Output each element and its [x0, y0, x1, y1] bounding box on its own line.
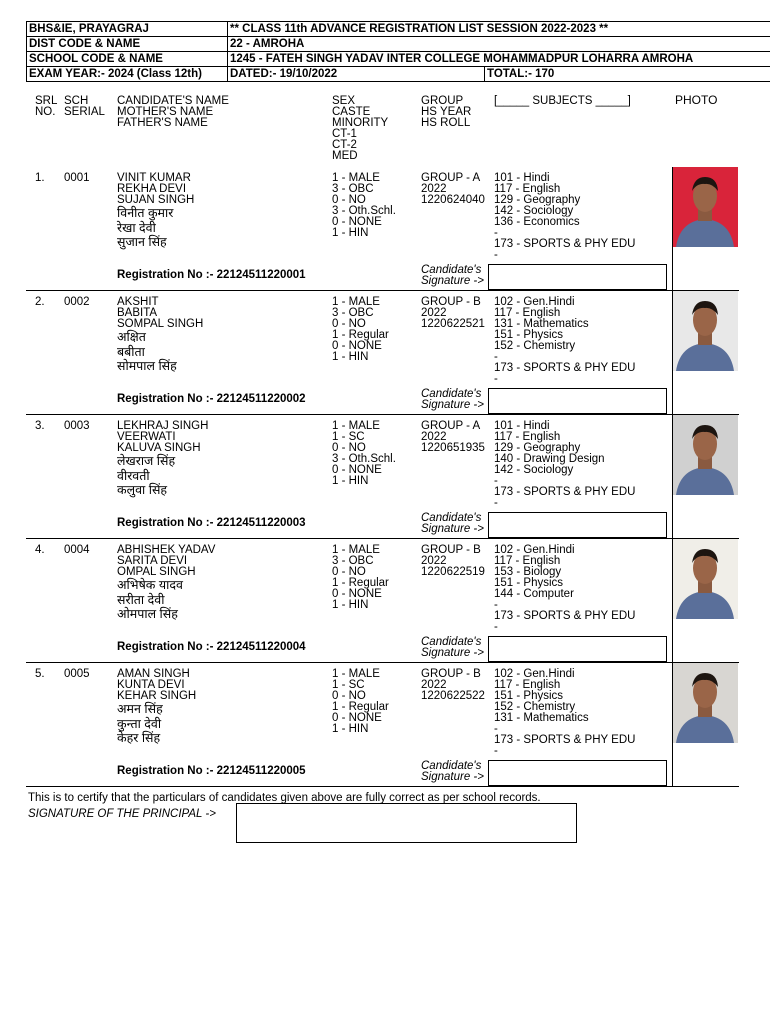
subject-item: 152 - Chemistry [494, 340, 576, 352]
candidate-name: VINIT KUMAR [117, 172, 191, 184]
hs-roll: 1220622519 [421, 566, 485, 578]
record-divider [26, 662, 739, 663]
father-name-hindi: ओमपाल सिंह [117, 607, 178, 621]
candidate-signature-label-line1: Candidate's [421, 636, 482, 648]
candidate-signature-label [421, 265, 484, 287]
mother-name-hindi: कुन्ता देवी [117, 716, 162, 731]
caste: 3 - OBC [332, 307, 374, 319]
registration-no: Registration No :- 22124511220005 [117, 765, 306, 777]
candidate-signature-box[interactable] [488, 388, 667, 414]
srl-no: 5. [35, 668, 45, 680]
category-block [332, 669, 389, 735]
hs-roll: 1220651935 [421, 442, 485, 454]
candidate-signature-box[interactable] [488, 264, 667, 290]
candidate-signature-label [421, 513, 484, 535]
school-value: 1245 - FATEH SINGH YADAV INTER COLLEGE MOHAMMADPUR LOHARRA AMROHA [228, 52, 770, 67]
candidate-photo [672, 167, 738, 247]
mother-name-hindi: रेखा देवी [117, 220, 156, 235]
minority: 0 - NO [332, 318, 366, 330]
subject-item: 129 - Geography [494, 194, 581, 206]
names-block [117, 545, 215, 622]
medium: 1 - HIN [332, 599, 369, 611]
mother-name: BABITA [117, 307, 158, 319]
ct-2: 0 - NONE [332, 216, 382, 228]
school-label: SCHOOL CODE & NAME [27, 52, 228, 67]
minority: 0 - NO [332, 566, 366, 578]
col-sch-serial: SCH SERIAL [64, 95, 105, 118]
candidate-name-hindi: लेखराज सिंह [117, 454, 176, 468]
candidate-signature-label-line1: Candidate's [421, 264, 482, 276]
category-block [332, 545, 389, 611]
col-srl: SRL NO. [35, 95, 58, 118]
sch-serial: 0004 [64, 544, 90, 556]
candidate-photo [672, 415, 738, 495]
names-block [117, 421, 208, 498]
group: GROUP - A [421, 420, 481, 432]
mother-name: KUNTA DEVI [117, 679, 185, 691]
candidate-signature-box[interactable] [488, 512, 667, 538]
subject-item: 117 - English [494, 679, 561, 691]
hs-roll: 1220622521 [421, 318, 485, 330]
category-block [332, 297, 389, 363]
subject-item: 102 - Gen.Hindi [494, 668, 575, 680]
mother-name: SARITA DEVI [117, 555, 188, 567]
subject-item: 173 - SPORTS & PHY EDU [494, 734, 636, 746]
sch-serial: 0001 [64, 172, 90, 184]
subject-item: 101 - Hindi [494, 172, 550, 184]
registration-no: Registration No :- 22124511220001 [117, 269, 306, 281]
subjects-list [494, 669, 635, 757]
father-name: OMPAL SINGH [117, 566, 196, 578]
subject-item: 117 - English [494, 183, 561, 195]
person-photo-icon [672, 291, 738, 371]
medium: 1 - HIN [332, 227, 369, 239]
ct-1: 1 - Regular [332, 701, 389, 713]
subject-item: 101 - Hindi [494, 420, 550, 432]
group: GROUP - A [421, 172, 481, 184]
subject-item: 140 - Drawing Design [494, 453, 605, 465]
hs-year: 2022 [421, 431, 447, 443]
subject-item: 131 - Mathematics [494, 712, 589, 724]
candidate-record [0, 297, 770, 421]
dated: DATED:- 19/10/2022 [228, 67, 485, 82]
col-photo: PHOTO [675, 93, 718, 107]
candidate-record [0, 669, 770, 793]
caste: 3 - OBC [332, 555, 374, 567]
candidate-name: AMAN SINGH [117, 668, 190, 680]
mother-name: VEERWATI [117, 431, 176, 443]
subject-item: 151 - Physics [494, 329, 564, 341]
subject-item: - [494, 497, 498, 509]
candidate-signature-label-line1: Candidate's [421, 760, 482, 772]
dist-label: DIST CODE & NAME [27, 37, 228, 52]
mother-name-hindi: बबीता [117, 344, 145, 359]
dist-value: 22 - AMROHA [228, 37, 770, 52]
registration-no: Registration No :- 22124511220003 [117, 517, 306, 529]
record-divider [26, 414, 739, 415]
certification-text: This is to certify that the particulars of candidates given above are fully correct as per school records. [28, 792, 541, 804]
person-photo-icon [672, 167, 738, 247]
ct-2: 0 - NONE [332, 588, 382, 600]
group-block [421, 669, 485, 702]
candidate-signature-label [421, 761, 484, 783]
hs-roll: 1220622522 [421, 690, 485, 702]
candidate-signature-label [421, 389, 484, 411]
group: GROUP - B [421, 668, 481, 680]
mother-name-hindi: सरीता देवी [117, 592, 165, 607]
srl-no: 2. [35, 296, 45, 308]
candidate-name-hindi: अमन सिंह [117, 702, 163, 716]
ct-1: 3 - Oth.Schl. [332, 453, 396, 465]
medium: 1 - HIN [332, 723, 369, 735]
subject-item: 144 - Computer [494, 588, 574, 600]
medium: 1 - HIN [332, 475, 369, 487]
subject-item: 131 - Mathematics [494, 318, 589, 330]
father-name-hindi: कलुवा सिंह [117, 483, 168, 497]
record-divider [26, 290, 739, 291]
person-photo-icon [672, 415, 738, 495]
subject-item: 151 - Physics [494, 690, 564, 702]
subject-item: 151 - Physics [494, 577, 564, 589]
photo-column-border [672, 291, 673, 414]
exam-year: EXAM YEAR:- 2024 (Class 12th) [27, 67, 228, 82]
col-group: GROUP HS YEAR HS ROLL [421, 95, 472, 129]
ct-2: 0 - NONE [332, 464, 382, 476]
mother-name: REKHA DEVI [117, 183, 187, 195]
ct-2: 0 - NONE [332, 340, 382, 352]
total-count: TOTAL:- 170 [485, 67, 770, 82]
col-sex: SEX CASTE MINORITY CT-1 CT-2 MED [332, 95, 389, 162]
subject-item: - [494, 227, 498, 239]
subject-item: 117 - English [494, 431, 561, 443]
subject-item: - [494, 351, 498, 363]
candidate-record [0, 173, 770, 297]
registration-no: Registration No :- 22124511220002 [117, 393, 306, 405]
minority: 0 - NO [332, 442, 366, 454]
father-name: SOMPAL SINGH [117, 318, 204, 330]
record-divider [26, 786, 739, 787]
father-name: KEHAR SINGH [117, 690, 197, 702]
subject-item: 129 - Geography [494, 442, 581, 454]
sch-serial: 0002 [64, 296, 90, 308]
candidate-signature-label-line2: Signature -> [421, 523, 484, 535]
category-block [332, 173, 396, 239]
group-block [421, 173, 485, 206]
father-name-hindi: सोमपाल सिंह [117, 359, 177, 373]
subject-item: - [494, 745, 498, 757]
header-table [26, 21, 770, 82]
candidate-name-hindi: विनीत कुमार [117, 206, 174, 220]
sch-serial: 0003 [64, 420, 90, 432]
father-name: KALUVA SINGH [117, 442, 201, 454]
subjects-list [494, 421, 635, 509]
person-photo-icon [672, 663, 738, 743]
subject-item: 142 - Sociology [494, 205, 574, 217]
sex: 1 - MALE [332, 544, 380, 556]
subjects-list [494, 545, 635, 633]
hs-year: 2022 [421, 555, 447, 567]
group: GROUP - B [421, 296, 481, 308]
candidate-name: AKSHIT [117, 296, 159, 308]
srl-no: 4. [35, 544, 45, 556]
subject-item: 136 - Economics [494, 216, 580, 228]
candidate-name-hindi: अक्षित [117, 330, 146, 344]
subject-item: 152 - Chemistry [494, 701, 576, 713]
photo-column-border [672, 663, 673, 786]
names-block [117, 669, 196, 746]
ct-2: 0 - NONE [332, 712, 382, 724]
subject-item: - [494, 621, 498, 633]
subject-item: - [494, 249, 498, 261]
candidate-signature-label-line2: Signature -> [421, 399, 484, 411]
minority: 0 - NO [332, 194, 366, 206]
sex: 1 - MALE [332, 296, 380, 308]
subject-item: 142 - Sociology [494, 464, 574, 476]
srl-no: 3. [35, 420, 45, 432]
photo-column-border [672, 167, 673, 290]
group-block [421, 545, 485, 578]
sex: 1 - MALE [332, 668, 380, 680]
srl-no: 1. [35, 172, 45, 184]
sex: 1 - MALE [332, 172, 380, 184]
candidate-photo [672, 291, 738, 371]
candidate-signature-label-line2: Signature -> [421, 275, 484, 287]
subject-item: - [494, 373, 498, 385]
subject-item: 173 - SPORTS & PHY EDU [494, 610, 636, 622]
record-divider [26, 538, 739, 539]
father-name: SUJAN SINGH [117, 194, 195, 206]
category-block [332, 421, 396, 487]
sex: 1 - MALE [332, 420, 380, 432]
group-block [421, 421, 485, 454]
candidate-signature-box[interactable] [488, 760, 667, 786]
candidate-signature-label [421, 637, 484, 659]
candidate-name-hindi: अभिषेक यादव [117, 578, 183, 592]
subject-item: - [494, 475, 498, 487]
subject-item: 117 - English [494, 307, 561, 319]
subject-item: 173 - SPORTS & PHY EDU [494, 486, 636, 498]
names-block [117, 297, 203, 374]
subjects-list [494, 297, 635, 385]
photo-column-border [672, 415, 673, 538]
ct-1: 1 - Regular [332, 577, 389, 589]
candidate-record [0, 421, 770, 545]
principal-signature-box[interactable] [236, 803, 577, 843]
col-names: CANDIDATE'S NAME MOTHER'S NAME FATHER'S NAME [117, 95, 229, 129]
principal-signature-label: SIGNATURE OF THE PRINCIPAL -> [28, 808, 216, 820]
photo-column-border [672, 539, 673, 662]
hs-year: 2022 [421, 307, 447, 319]
candidate-photo [672, 663, 738, 743]
candidate-signature-box[interactable] [488, 636, 667, 662]
person-photo-icon [672, 539, 738, 619]
subject-item: 102 - Gen.Hindi [494, 296, 575, 308]
subject-item: 153 - Biology [494, 566, 562, 578]
candidate-signature-label-line1: Candidate's [421, 512, 482, 524]
registration-no: Registration No :- 22124511220004 [117, 641, 306, 653]
list-title: ** CLASS 11th ADVANCE REGISTRATION LIST SESSION 2022-2023 ** [228, 22, 770, 37]
subject-item: - [494, 723, 498, 735]
ct-1: 3 - Oth.Schl. [332, 205, 396, 217]
father-name-hindi: सुजान सिंह [117, 235, 167, 249]
candidate-signature-label-line2: Signature -> [421, 771, 484, 783]
mother-name-hindi: वीरवती [117, 468, 150, 483]
col-subjects: [_____ SUBJECTS _____] [494, 95, 631, 107]
hs-year: 2022 [421, 183, 447, 195]
candidate-record [0, 545, 770, 669]
caste: 1 - SC [332, 679, 365, 691]
group-block [421, 297, 485, 330]
subject-item: 173 - SPORTS & PHY EDU [494, 362, 636, 374]
subject-item: 102 - Gen.Hindi [494, 544, 575, 556]
candidate-name: LEKHRAJ SINGH [117, 420, 209, 432]
candidate-name: ABHISHEK YADAV [117, 544, 216, 556]
sch-serial: 0005 [64, 668, 90, 680]
board-name: BHS&IE, PRAYAGRAJ [27, 22, 228, 37]
hs-year: 2022 [421, 679, 447, 691]
hs-roll: 1220624040 [421, 194, 485, 206]
ct-1: 1 - Regular [332, 329, 389, 341]
father-name-hindi: केहर सिंह [117, 731, 161, 745]
candidate-signature-label-line2: Signature -> [421, 647, 484, 659]
names-block [117, 173, 194, 250]
subject-item: 117 - English [494, 555, 561, 567]
group: GROUP - B [421, 544, 481, 556]
candidate-photo [672, 539, 738, 619]
medium: 1 - HIN [332, 351, 369, 363]
caste: 3 - OBC [332, 183, 374, 195]
minority: 0 - NO [332, 690, 366, 702]
candidate-signature-label-line1: Candidate's [421, 388, 482, 400]
subject-item: 173 - SPORTS & PHY EDU [494, 238, 636, 250]
subject-item: - [494, 599, 498, 611]
caste: 1 - SC [332, 431, 365, 443]
subjects-list [494, 173, 635, 261]
